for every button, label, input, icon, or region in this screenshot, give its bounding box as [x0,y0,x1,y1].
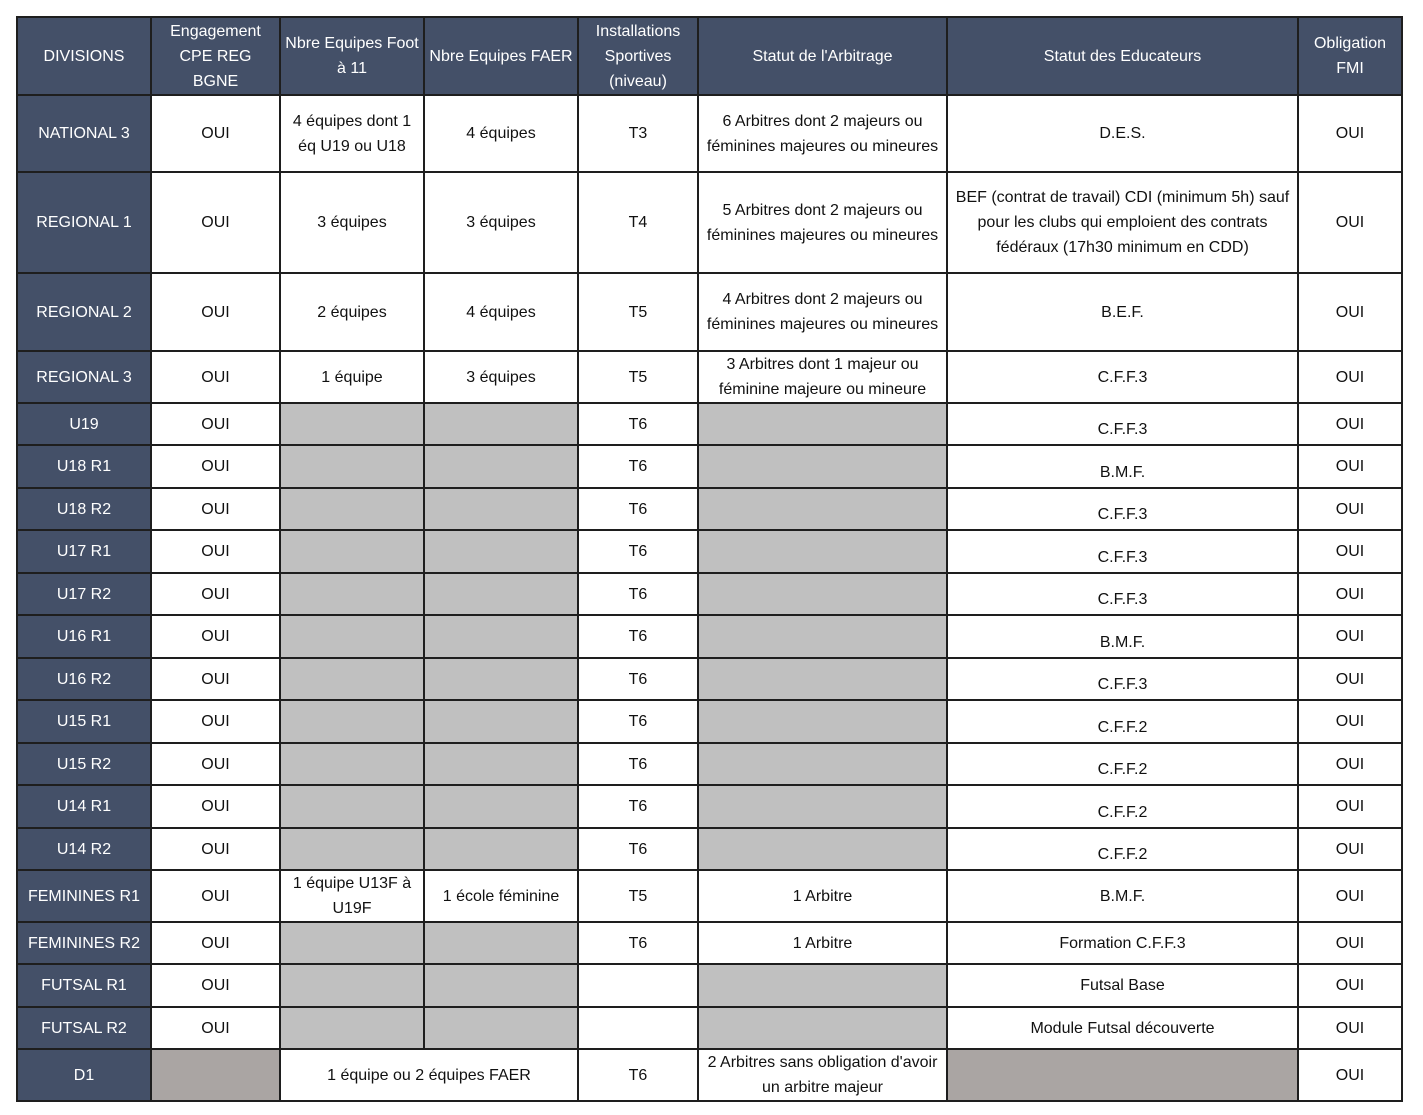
division-label: U18 R1 [17,445,151,488]
table-row [17,95,1402,172]
fmi-cell: OUI [1298,870,1402,922]
division-label: FUTSAL R2 [17,1007,151,1049]
fmi-cell: OUI [1298,403,1402,445]
engagement-cell: OUI [151,95,280,172]
installations-cell: T6 [578,615,698,658]
foot11-cell-empty [280,658,424,700]
arbitrage-cell: 5 Arbitres dont 2 majeurs ou féminines majeures ou mineures [698,172,947,273]
fmi-cell: OUI [1298,743,1402,785]
foot11-cell: 4 équipes dont 1 éq U19 ou U18 [280,95,424,172]
faer-cell-empty [424,615,578,658]
foot11-cell-empty [280,785,424,828]
installations-cell: T6 [578,573,698,615]
educateurs-cell: C.F.F.2 [947,743,1298,785]
educateurs-cell: B.M.F. [947,870,1298,922]
faer-cell-empty [424,658,578,700]
engagement-cell: OUI [151,964,280,1007]
educateurs-cell: C.F.F.3 [947,530,1298,573]
foot11-cell-empty [280,530,424,573]
educateurs-cell: Futsal Base [947,964,1298,1007]
educateurs-cell: Module Futsal découverte [947,1007,1298,1049]
engagement-cell: OUI [151,445,280,488]
educateurs-cell: C.F.F.3 [947,658,1298,700]
faer-cell-empty [424,828,578,870]
faer-cell-empty [424,700,578,743]
fmi-cell: OUI [1298,95,1402,172]
faer-cell: 4 équipes [424,273,578,351]
installations-cell [578,1007,698,1049]
division-label: U17 R1 [17,530,151,573]
installations-cell: T6 [578,488,698,530]
foot11-cell-empty [280,922,424,964]
arbitrage-cell-empty [698,1007,947,1049]
table-row [17,1007,1402,1049]
faer-cell-empty [424,530,578,573]
division-label: REGIONAL 1 [17,172,151,273]
installations-cell: T4 [578,172,698,273]
installations-cell: T5 [578,351,698,403]
table-row [17,870,1402,922]
fmi-cell: OUI [1298,615,1402,658]
arbitrage-cell: 2 Arbitres sans obligation d'avoir un arbitre majeur [698,1049,947,1101]
equipes-merged-cell: 1 équipe ou 2 équipes FAER [280,1049,578,1101]
foot11-cell-empty [280,964,424,1007]
educateurs-cell: BEF (contrat de travail) CDI (minimum 5h) sauf pour les clubs qui emploient des contrats fédéraux (17h30 minimum en CDD) [947,172,1298,273]
fmi-cell: OUI [1298,573,1402,615]
arbitrage-cell-empty [698,700,947,743]
foot11-cell-empty [280,403,424,445]
fmi-cell: OUI [1298,273,1402,351]
faer-cell: 1 école féminine [424,870,578,922]
educateurs-cell-empty [947,1049,1298,1101]
foot11-cell-empty [280,488,424,530]
foot11-cell-empty [280,573,424,615]
division-label: U19 [17,403,151,445]
faer-cell-empty [424,573,578,615]
foot11-cell: 3 équipes [280,172,424,273]
fmi-cell: OUI [1298,1049,1402,1101]
engagement-cell: OUI [151,530,280,573]
foot11-cell-empty [280,615,424,658]
division-label: U15 R1 [17,700,151,743]
engagement-cell: OUI [151,922,280,964]
header-arbitrage: Statut de l'Arbitrage [698,17,947,95]
engagement-cell: OUI [151,1007,280,1049]
table-row [17,615,1402,658]
arbitrage-cell-empty [698,964,947,1007]
division-label: FUTSAL R1 [17,964,151,1007]
arbitrage-cell-empty [698,488,947,530]
division-label: U14 R1 [17,785,151,828]
division-label: U14 R2 [17,828,151,870]
foot11-cell: 1 équipe U13F à U19F [280,870,424,922]
table-row [17,700,1402,743]
arbitrage-cell-empty [698,445,947,488]
table-row [17,172,1402,273]
faer-cell: 4 équipes [424,95,578,172]
engagement-cell: OUI [151,403,280,445]
faer-cell-empty [424,964,578,1007]
table-row [17,658,1402,700]
fmi-cell: OUI [1298,922,1402,964]
educateurs-cell: C.F.F.2 [947,828,1298,870]
division-label: U15 R2 [17,743,151,785]
table-row [17,351,1402,403]
installations-cell: T6 [578,828,698,870]
installations-cell: T6 [578,530,698,573]
installations-cell: T6 [578,743,698,785]
foot11-cell-empty [280,445,424,488]
arbitrage-cell-empty [698,615,947,658]
division-label: D1 [17,1049,151,1101]
faer-cell: 3 équipes [424,172,578,273]
arbitrage-cell: 6 Arbitres dont 2 majeurs ou féminines majeures ou mineures [698,95,947,172]
educateurs-cell: B.E.F. [947,273,1298,351]
division-label: U18 R2 [17,488,151,530]
educateurs-cell: C.F.F.3 [947,488,1298,530]
fmi-cell: OUI [1298,964,1402,1007]
table-row [17,530,1402,573]
division-label: FEMININES R2 [17,922,151,964]
arbitrage-cell: 4 Arbitres dont 2 majeurs ou féminines majeures ou mineures [698,273,947,351]
installations-cell: T6 [578,785,698,828]
installations-cell: T5 [578,273,698,351]
arbitrage-cell: 1 Arbitre [698,870,947,922]
table-row [17,273,1402,351]
engagement-cell-empty [151,1049,280,1101]
educateurs-cell: C.F.F.3 [947,573,1298,615]
table-row [17,785,1402,828]
educateurs-cell: B.M.F. [947,615,1298,658]
division-label: REGIONAL 3 [17,351,151,403]
table-row [17,828,1402,870]
arbitrage-cell-empty [698,530,947,573]
arbitrage-cell-empty [698,658,947,700]
division-label: NATIONAL 3 [17,95,151,172]
fmi-cell: OUI [1298,828,1402,870]
header-foot11: Nbre Equipes Foot à 11 [280,17,424,95]
educateurs-cell: Formation C.F.F.3 [947,922,1298,964]
foot11-cell: 2 équipes [280,273,424,351]
division-label: REGIONAL 2 [17,273,151,351]
arbitrage-cell-empty [698,828,947,870]
installations-cell: T6 [578,1049,698,1101]
educateurs-cell: C.F.F.3 [947,403,1298,445]
installations-cell: T6 [578,403,698,445]
header-engagement: Engagement CPE REG BGNE [151,17,280,95]
engagement-cell: OUI [151,785,280,828]
engagement-cell: OUI [151,172,280,273]
divisions-table [16,16,1403,1102]
division-label: U17 R2 [17,573,151,615]
installations-cell: T6 [578,922,698,964]
table-row [17,573,1402,615]
division-label: FEMININES R1 [17,870,151,922]
installations-cell: T5 [578,870,698,922]
fmi-cell: OUI [1298,445,1402,488]
faer-cell-empty [424,488,578,530]
table-row [17,403,1402,445]
header-divisions: DIVISIONS [17,17,151,95]
fmi-cell: OUI [1298,658,1402,700]
header-installations: Installations Sportives (niveau) [578,17,698,95]
table-row [17,964,1402,1007]
faer-cell-empty [424,1007,578,1049]
arbitrage-cell-empty [698,785,947,828]
educateurs-cell: C.F.F.3 [947,351,1298,403]
educateurs-cell: B.M.F. [947,445,1298,488]
division-label: U16 R2 [17,658,151,700]
header-row [17,17,1402,95]
engagement-cell: OUI [151,700,280,743]
installations-cell [578,964,698,1007]
header-faer: Nbre Equipes FAER [424,17,578,95]
table-row [17,1049,1402,1101]
educateurs-cell: D.E.S. [947,95,1298,172]
division-label: U16 R1 [17,615,151,658]
fmi-cell: OUI [1298,488,1402,530]
foot11-cell-empty [280,1007,424,1049]
arbitrage-cell-empty [698,743,947,785]
foot11-cell-empty [280,700,424,743]
installations-cell: T6 [578,658,698,700]
engagement-cell: OUI [151,351,280,403]
foot11-cell-empty [280,743,424,785]
installations-cell: T6 [578,445,698,488]
header-educateurs: Statut des Educateurs [947,17,1298,95]
educateurs-cell: C.F.F.2 [947,700,1298,743]
faer-cell: 3 équipes [424,351,578,403]
fmi-cell: OUI [1298,1007,1402,1049]
engagement-cell: OUI [151,743,280,785]
arbitrage-cell-empty [698,573,947,615]
engagement-cell: OUI [151,573,280,615]
fmi-cell: OUI [1298,785,1402,828]
installations-cell: T3 [578,95,698,172]
table-row [17,445,1402,488]
fmi-cell: OUI [1298,172,1402,273]
engagement-cell: OUI [151,273,280,351]
foot11-cell: 1 équipe [280,351,424,403]
educateurs-cell: C.F.F.2 [947,785,1298,828]
table-row [17,488,1402,530]
faer-cell-empty [424,403,578,445]
fmi-cell: OUI [1298,351,1402,403]
table-row [17,743,1402,785]
engagement-cell: OUI [151,828,280,870]
engagement-cell: OUI [151,488,280,530]
arbitrage-cell: 3 Arbitres dont 1 majeur ou féminine majeure ou mineure [698,351,947,403]
engagement-cell: OUI [151,870,280,922]
faer-cell-empty [424,743,578,785]
header-fmi: Obligation FMI [1298,17,1402,95]
faer-cell-empty [424,445,578,488]
arbitrage-cell-empty [698,403,947,445]
engagement-cell: OUI [151,615,280,658]
arbitrage-cell: 1 Arbitre [698,922,947,964]
fmi-cell: OUI [1298,700,1402,743]
fmi-cell: OUI [1298,530,1402,573]
table-row [17,922,1402,964]
foot11-cell-empty [280,828,424,870]
faer-cell-empty [424,785,578,828]
engagement-cell: OUI [151,658,280,700]
installations-cell: T6 [578,700,698,743]
faer-cell-empty [424,922,578,964]
